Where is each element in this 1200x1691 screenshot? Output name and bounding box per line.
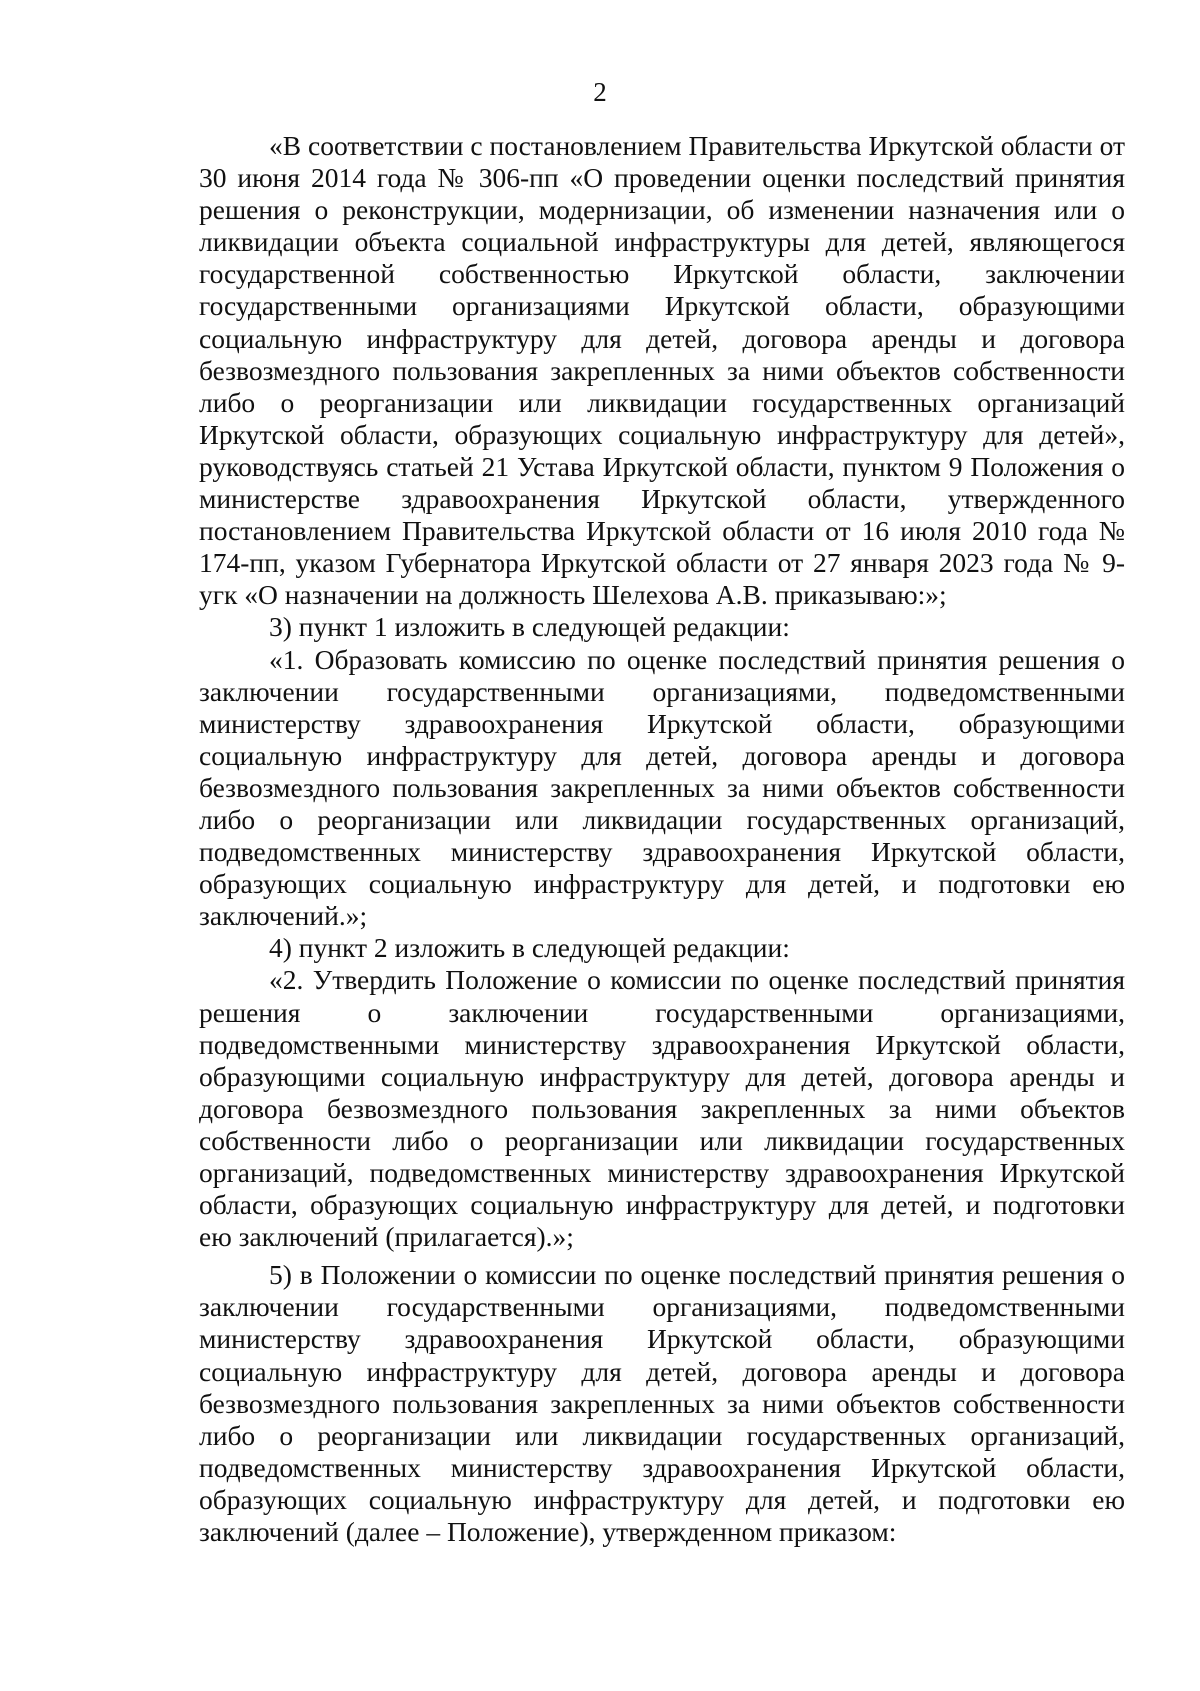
- paragraph-item-3: 3) пункт 1 изложить в следующей редакции:: [269, 611, 790, 643]
- paragraph-item-4-text: «2. Утвердить Положение о комиссии по оценке последствий принятия решения о заключении государственными организациями, подведомственными министерству здравоохранения Иркутской области, образующими социальную инфраструктуру для детей, договора аренды и договора безвозмездного пользования закрепленных за ними объектов собственности либо о реорганизации или ликвидации государственных организаций, подведомственных министерству здравоохранения Иркутской области, образующих социальную инфраструктуру для детей, и подготовки ею заключений (прилагается).»;: [199, 964, 1125, 1253]
- page-number: 2: [593, 77, 607, 107]
- paragraph-preamble: «В соответствии с постановлением Правительства Иркутской области от 30 июня 2014 года № 306-пп «О проведении оценки последствий принятия решения о реконструкции, модернизации, об изменении назначения или о ликвидации объекта социальной инфраструктуры для детей, являющегося государственной собственностью Иркутской области, заключении государственными организациями Иркутской области, образующими социальную инфраструктуру для детей, договора аренды и договора безвозмездного пользования закрепленных за ними объектов собственности либо о реорганизации или ликвидации государственных организаций Иркутской области, образующих социальную инфраструктуру для детей», руководствуясь статьей 21 Устава Иркутской области, пунктом 9 Положения о министерстве здравоохранения Иркутской области, утвержденного постановлением Правительства Иркутской области от 16 июля 2010 года № 174-пп, указом Губернатора Иркутской области от 27 января 2023 года № 9-угк «О назначении на должность Шелехова А.В. приказываю:»;: [199, 130, 1125, 611]
- paragraph-item-3-text: «1. Образовать комиссию по оценке последствий принятия решения о заключении государственными организациями, подведомственными министерству здравоохранения Иркутской области, образующими социальную инфраструктуру для детей, договора аренды и договора безвозмездного пользования закрепленных за ними объектов собственности либо о реорганизации или ликвидации государственных организаций, подведомственных министерству здравоохранения Иркутской области, образующих социальную инфраструктуру для детей, и подготовки ею заключений.»;: [199, 643, 1125, 932]
- document-body: [199, 130, 1125, 1548]
- paragraph-item-4: 4) пункт 2 изложить в следующей редакции:: [269, 932, 790, 964]
- paragraph-item-5: 5) в Положении о комиссии по оценке последствий принятия решения о заключении государственными организациями, подведомственными министерству здравоохранения Иркутской области, образующими социальную инфраструктуру для детей, договора аренды и договора безвозмездного пользования закрепленных за ними объектов собственности либо о реорганизации или ликвидации государственных организаций, подведомственных министерству здравоохранения Иркутской области, образующих социальную инфраструктуру для детей, и подготовки ею заключений (далее – Положение), утвержденном приказом:: [199, 1259, 1125, 1548]
